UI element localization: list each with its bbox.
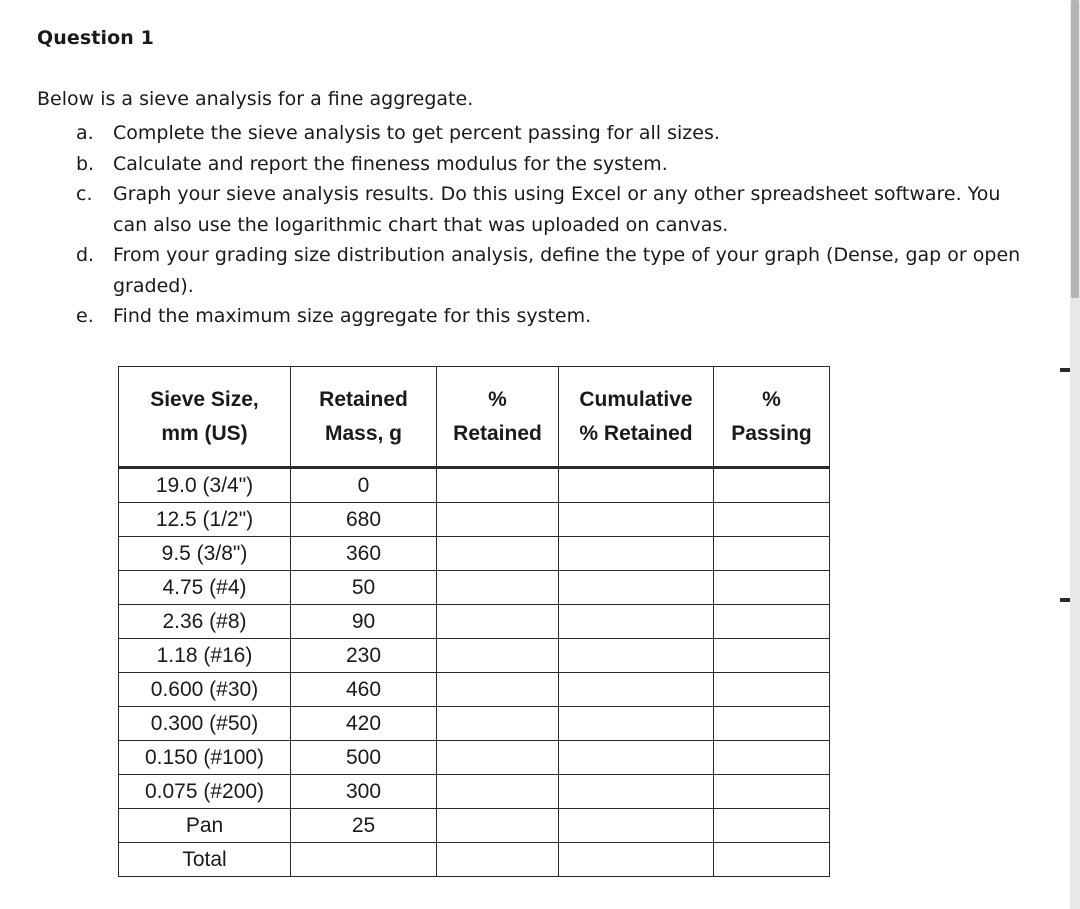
empty-cell [437,639,559,673]
question-intro: Below is a sieve analysis for a fine aggregate. [37,88,474,110]
table-row [119,843,830,877]
table-row [119,537,830,571]
empty-cell [437,503,559,537]
empty-cell [714,809,830,843]
empty-cell [559,605,714,639]
task-text: Find the maximum size aggregate for this system. [113,305,592,327]
mass-cell: 420 [291,707,437,741]
header-cumulative-retained: Cumulative % Retained [559,367,714,468]
task-marker: e. [76,305,94,327]
task-text: Graph your sieve analysis results. Do this using Excel or any other spreadsheet software. You can also use the logarithmic chart that was uploaded on canvas. [113,183,1001,236]
scrollbar-track[interactable] [1070,0,1080,909]
empty-cell [714,775,830,809]
table-row [119,468,830,503]
mass-cell: 50 [291,571,437,605]
sieve-cell: 1.18 (#16) [119,639,291,673]
task-item [76,301,1036,332]
sieve-cell: Total [119,843,291,877]
table-row [119,707,830,741]
sieve-cell: 2.36 (#8) [119,605,291,639]
sieve-cell: 0.600 (#30) [119,673,291,707]
sieve-cell: 0.075 (#200) [119,775,291,809]
table-row [119,775,830,809]
table-row [119,639,830,673]
empty-cell [437,809,559,843]
sieve-cell: 9.5 (3/8") [119,537,291,571]
empty-cell [714,843,830,877]
task-list [76,118,1036,332]
empty-cell [714,707,830,741]
empty-cell [714,468,830,503]
task-text: Calculate and report the fineness modulus for the system. [113,152,668,175]
header-percent-passing: % Passing [714,367,830,468]
task-text: Complete the sieve analysis to get percent passing for all sizes. [113,122,720,144]
empty-cell [559,809,714,843]
task-item [76,149,1036,180]
empty-cell [437,468,559,503]
edge-mark [1060,368,1070,372]
task-marker: d. [76,244,95,266]
mass-cell: 460 [291,673,437,707]
table-row [119,809,830,843]
mass-cell: 230 [291,639,437,673]
task-item [76,240,1036,301]
empty-cell [559,537,714,571]
empty-cell [437,673,559,707]
empty-cell [559,639,714,673]
mass-cell: 360 [291,537,437,571]
empty-cell [437,843,559,877]
empty-cell [714,673,830,707]
empty-cell [559,673,714,707]
sieve-cell: 19.0 (3/4") [119,468,291,503]
empty-cell [437,605,559,639]
sieve-cell: 12.5 (1/2") [119,503,291,537]
sieve-cell: 0.150 (#100) [119,741,291,775]
scrollbar-thumb[interactable] [1071,0,1079,298]
mass-cell: 25 [291,809,437,843]
header-sieve-size: Sieve Size, mm (US) [119,367,291,468]
empty-cell [437,571,559,605]
sieve-cell: 4.75 (#4) [119,571,291,605]
sieve-cell: 0.300 (#50) [119,707,291,741]
empty-cell [559,468,714,503]
table-row [119,673,830,707]
header-retained-mass: Retained Mass, g [291,367,437,468]
sieve-cell: Pan [119,809,291,843]
mass-cell: 90 [291,605,437,639]
mass-cell [291,843,437,877]
table-row [119,741,830,775]
task-item [76,118,1036,149]
table-row [119,605,830,639]
empty-cell [437,707,559,741]
empty-cell [559,571,714,605]
task-marker: a. [76,122,94,144]
empty-cell [559,503,714,537]
table-row [119,571,830,605]
empty-cell [559,843,714,877]
sieve-analysis-table [118,366,830,877]
empty-cell [559,775,714,809]
empty-cell [559,707,714,741]
empty-cell [714,639,830,673]
mass-cell: 680 [291,503,437,537]
question-title: Question 1 [37,27,154,49]
empty-cell [437,741,559,775]
empty-cell [714,537,830,571]
empty-cell [437,775,559,809]
edge-mark [1060,598,1070,602]
mass-cell: 300 [291,775,437,809]
empty-cell [714,741,830,775]
task-text: From your grading size distribution analysis, define the type of your graph (Dense, gap or open graded). [113,244,1021,297]
empty-cell [559,741,714,775]
task-marker: c. [76,183,93,205]
mass-cell: 0 [291,468,437,503]
table-header-row [119,367,830,468]
empty-cell [714,503,830,537]
header-percent-retained: % Retained [437,367,559,468]
empty-cell [437,537,559,571]
empty-cell [714,605,830,639]
mass-cell: 500 [291,741,437,775]
task-item [76,179,1036,240]
table-row [119,503,830,537]
empty-cell [714,571,830,605]
task-marker: b. [76,152,95,175]
